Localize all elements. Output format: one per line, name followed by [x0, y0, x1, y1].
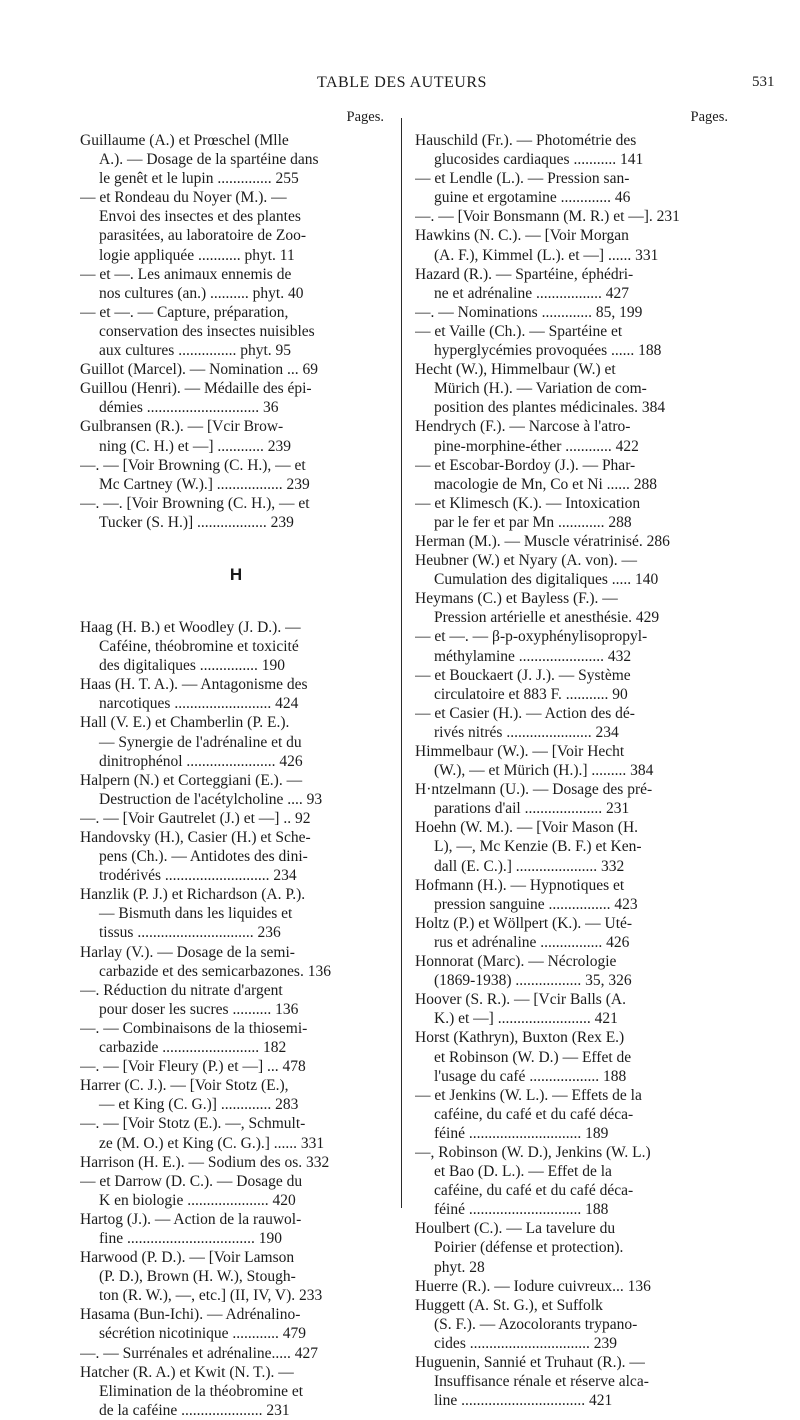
index-entry-line: pine-morphine-éther ............ 422	[434, 437, 639, 455]
index-entry	[415, 1143, 728, 1219]
index-entry-line: Hoover (S. R.). — [Vcir Balls (A.	[415, 991, 626, 1009]
index-entry	[415, 1219, 728, 1276]
index-entry-line: Hanzlik (P. J.) et Richardson (A. P.).	[80, 886, 306, 904]
index-entry	[80, 885, 392, 942]
index-entry-line: Houlbert (C.). — La tavelure du	[415, 1220, 616, 1238]
index-entry-line: Gulbransen (R.). — [Vcir Brow-	[80, 418, 284, 436]
index-entry-line: aux cultures ............... phyt. 95	[99, 342, 292, 360]
index-entry-line: — et —. — Capture, préparation,	[80, 303, 289, 321]
index-entry-line: tissus .............................. 236	[99, 924, 281, 942]
index-entry	[415, 226, 728, 264]
index-entry	[80, 809, 392, 828]
left-column	[80, 106, 392, 1420]
index-entry-line: nos cultures (an.) .......... phyt. 40	[99, 284, 304, 302]
index-entry	[80, 1210, 392, 1248]
index-entry	[415, 876, 728, 914]
index-entry-line: Caféine, théobromine et toxicité	[99, 638, 299, 656]
right-column	[415, 106, 728, 1410]
index-entry-line: fine ................................. 190	[99, 1229, 282, 1247]
index-entry-line: — et —. Les animaux ennemis de	[80, 265, 292, 283]
index-entry-line: Pression artérielle et anesthésie. 429	[434, 609, 660, 627]
index-entry-line: —. — [Voir Fleury (P.) et —] ... 478	[80, 1058, 306, 1076]
index-entry	[80, 1248, 392, 1305]
index-entry	[415, 1296, 728, 1353]
index-entry-line: — et Darrow (D. C.). — Dosage du	[80, 1172, 303, 1190]
index-entry-line: Hawkins (N. C.). — [Voir Morgan	[415, 227, 629, 245]
index-entry	[415, 169, 728, 207]
index-entry-line: ning (C. H.) et —] ............ 239	[99, 437, 292, 455]
index-entry-line: Elimination de la théobromine et	[99, 1382, 304, 1400]
index-entry-line: le genêt et le lupin .............. 255	[99, 170, 299, 188]
index-entry	[80, 1057, 392, 1076]
page-header	[0, 74, 800, 94]
index-entry-line: carbazide ......................... 182	[99, 1039, 287, 1057]
index-entry	[415, 627, 728, 665]
index-entry-line: — et Casier (H.). — Action des dé-	[415, 704, 635, 722]
index-entry	[80, 1363, 392, 1420]
pages-column-label: Pages.	[690, 109, 728, 125]
index-entry-line: line ................................ 421	[434, 1392, 613, 1410]
index-entry	[415, 494, 728, 532]
index-entry-line: logie appliquée ........... phyt. 11	[99, 246, 295, 264]
index-entry-line: (1869-1938) ................. 35, 326	[434, 972, 632, 990]
index-entry-line: glucosides cardiaques ........... 141	[434, 151, 644, 169]
index-entry-line: position des plantes médicinales. 384	[434, 399, 666, 417]
index-entry-line: Guillaume (A.) et Prœschel (Mlle	[80, 132, 289, 149]
index-entry-line: K.) et —] ........................ 421	[434, 1010, 618, 1028]
index-entry-line: trodérivés ........................... 234	[99, 867, 297, 885]
index-entry-line: —. — Surrénales et adrénaline..... 427	[80, 1344, 319, 1362]
index-entry-line: Himmelbaur (W.). — [Voir Hecht	[415, 743, 625, 760]
index-entry	[415, 1277, 728, 1296]
index-entry	[80, 1344, 392, 1363]
index-entry-line: — et —. — β-p-oxyphénylisopropyl-	[415, 628, 648, 646]
index-entry	[80, 265, 392, 303]
index-entry-line: Haas (H. T. A.). — Antagonisme des	[80, 676, 308, 694]
index-entry-line: ton (R. W.), —, etc.] (II, IV, V). 233	[99, 1287, 323, 1305]
index-entry-line: —, Robinson (W. D.), Jenkins (W. L.)	[415, 1143, 651, 1161]
index-entry-line: Harrer (C. J.). — [Voir Stotz (E.),	[80, 1077, 289, 1095]
index-entry-line: (W.), — et Mürich (H.).] ......... 384	[434, 762, 654, 780]
index-entry-line: Huggett (A. St. G.), et Suffolk	[415, 1296, 603, 1314]
index-entry-line: Heubner (W.) et Nyary (A. von). —	[415, 552, 637, 570]
index-entry	[415, 265, 728, 303]
index-entry-line: — Bismuth dans les liquides et	[99, 905, 293, 923]
pages-column-label: Pages.	[346, 109, 384, 125]
index-entry-line: féiné ............................. 189	[434, 1124, 609, 1142]
index-entry-line: Insuffisance rénale et réserve alca-	[434, 1373, 649, 1391]
index-entry-line: phyt. 28	[434, 1258, 485, 1276]
index-entry-line: —. —. [Voir Browning (C. H.), — et	[80, 494, 310, 512]
index-entry-line: — et King (C. G.)] ............. 283	[99, 1096, 299, 1114]
entries-after-h	[80, 618, 392, 1420]
index-entry-line: Envoi des insectes et des plantes	[99, 208, 301, 226]
index-entry-line: A.). — Dosage de la spartéine dans	[99, 151, 319, 169]
index-entry-line: et Robinson (W. D.) — Effet de	[434, 1048, 632, 1066]
index-entry-line: L), —, Mc Kenzie (B. F.) et Ken-	[434, 838, 642, 856]
section-letter-h: H	[229, 564, 243, 584]
index-entry-line: hyperglycémies provoquées ...... 188	[434, 342, 662, 360]
index-entry-line: conservation des insectes nuisibles	[99, 322, 315, 340]
index-entry-line: macologie de Mn, Co et Ni ...... 288	[434, 475, 657, 493]
index-entry-line: Heymans (C.) et Bayless (F.). —	[415, 590, 618, 608]
index-entry-line: Haag (H. B.) et Woodley (J. D.). —	[80, 618, 301, 636]
index-entry-line: Guillot (Marcel). — Nomination ... 69	[80, 361, 319, 379]
index-entry-line: l'usage du café .................. 188	[434, 1067, 627, 1085]
index-entry	[80, 303, 392, 360]
index-entry-line: dall (E. C.).] ..................... 332	[434, 857, 625, 875]
index-entry-line: — et Escobar-Bordoy (J.). — Phar-	[415, 456, 636, 474]
index-entry-line: Hatcher (R. A.) et Kwit (N. T.). —	[80, 1363, 294, 1381]
index-entry	[80, 675, 392, 713]
index-entry-line: Hasama (Bun-Ichi). — Adrénalino-	[80, 1306, 301, 1324]
index-entry	[415, 207, 728, 226]
index-entry	[80, 771, 392, 809]
index-entry	[80, 1019, 392, 1057]
index-entry	[80, 379, 392, 417]
index-entry-line: Hauschild (Fr.). — Photométrie des	[415, 132, 637, 149]
running-title: TABLE DES AUTEURS	[317, 74, 487, 91]
index-entry	[80, 188, 392, 264]
index-entry-line: Horst (Kathryn), Buxton (Rex E.)	[415, 1029, 625, 1047]
index-entry	[415, 1028, 728, 1085]
index-entry-line: —. — Nominations ............. 85, 199	[415, 303, 643, 321]
index-entry-line: Mürich (H.). — Variation de com-	[434, 380, 647, 398]
index-entry-line: (P. D.), Brown (H. W.), Stough-	[99, 1268, 296, 1286]
index-entry-line: Honnorat (Marc). — Nécrologie	[415, 953, 617, 971]
index-entry	[415, 417, 728, 455]
index-entry-line: —. — [Voir Stotz (E.). —, Schmult-	[80, 1115, 306, 1133]
index-entry-line: ne et adrénaline ................. 427	[434, 284, 629, 302]
index-entry-line: Mc Cartney (W.).] ................. 239	[99, 475, 310, 493]
index-entry	[80, 1172, 392, 1210]
index-entry-line: Hoehn (W. M.). — [Voir Mason (H.	[415, 819, 639, 837]
index-entry-line: Hall (V. E.) et Chamberlin (P. E.).	[80, 714, 290, 732]
index-entry-line: parasitées, au laboratoire de Zoo-	[99, 227, 307, 245]
index-entry	[80, 1076, 392, 1114]
index-entry	[80, 1114, 392, 1152]
index-entry	[415, 990, 728, 1028]
index-entry-line: —. — Combinaisons de la thiosemi-	[80, 1019, 308, 1037]
index-entry-line: Handovsky (H.), Casier (H.) et Sche-	[80, 829, 311, 846]
index-entry	[415, 303, 728, 322]
index-entry	[80, 417, 392, 455]
index-entry	[415, 914, 728, 952]
index-entry	[80, 828, 392, 885]
index-entry-line: —. Réduction du nitrate d'argent	[80, 981, 283, 999]
index-entry-line: Hartog (J.). — Action de la rauwol-	[80, 1210, 302, 1228]
index-entry-line: féiné ............................. 188	[434, 1201, 609, 1219]
index-entry-line: (A. F.), Kimmel (L.). et —] ...... 331	[434, 246, 659, 264]
index-entry	[80, 1153, 392, 1172]
index-entry	[80, 360, 392, 379]
index-entry	[415, 1086, 728, 1143]
index-entry-line: Herman (M.). — Muscle vératrinisé. 286	[415, 532, 670, 550]
index-entry-line: rivés nitrés ...................... 234	[434, 723, 619, 741]
index-entry	[80, 131, 392, 188]
index-entry-line: des digitaliques ............... 190	[99, 657, 285, 675]
index-entry-line: Hendrych (F.). — Narcose à l'atro-	[415, 418, 631, 436]
page-number: 531	[752, 74, 775, 90]
index-entry	[415, 818, 728, 875]
index-entry	[415, 532, 728, 551]
index-entry-line: —. — [Voir Gautrelet (J.) et —] .. 92	[80, 809, 311, 827]
index-entry	[80, 943, 392, 981]
index-entry	[415, 666, 728, 704]
index-entry-line: ze (M. O.) et King (C. G.).] ...... 331	[99, 1134, 325, 1152]
index-entry	[415, 742, 728, 780]
index-entry-line: rus et adrénaline ................ 426	[434, 933, 630, 951]
column-divider	[401, 118, 402, 1208]
index-entry	[415, 131, 728, 169]
index-entry-line: cides ............................... 239	[434, 1334, 617, 1352]
index-entry	[415, 704, 728, 742]
index-entry-line: Holtz (P.) et Wöllpert (K.). — Uté-	[415, 914, 633, 932]
index-entry	[80, 981, 392, 1019]
index-entry	[415, 780, 728, 818]
index-entry-line: K en biologie ..................... 420	[99, 1191, 296, 1209]
index-entry	[80, 494, 392, 532]
index-entry-line: pression sanguine ................ 423	[434, 895, 638, 913]
index-entry-line: sécrétion nicotinique ............ 479	[99, 1325, 307, 1343]
index-entry-line: carbazide et des semicarbazones. 136	[99, 962, 331, 980]
index-entry-line: Huguenin, Sannié et Truhaut (R.). —	[415, 1354, 645, 1371]
index-entry-line: — Synergie de l'adrénaline et du	[99, 733, 302, 751]
index-entry-line: parations d'ail .................... 231	[434, 800, 630, 818]
index-entry-line: de la caféine ..................... 231	[99, 1401, 290, 1419]
index-entry-line: guine et ergotamine ............. 46	[434, 189, 631, 207]
index-entry-line: (S. F.). — Azocolorants trypano-	[434, 1315, 638, 1333]
index-entry-line: —. — [Voir Bonsmann (M. R.) et —]. 231	[415, 208, 680, 226]
index-entry	[415, 322, 728, 360]
index-entry-line: narcotiques ......................... 424	[99, 695, 299, 713]
index-entry-line: par le fer et par Mn ............ 288	[434, 513, 632, 531]
index-entry-line: Cumulation des digitaliques ..... 140	[434, 571, 659, 589]
index-entry-line: Poirier (défense et protection).	[434, 1239, 624, 1257]
index-entry	[80, 456, 392, 494]
index-entry-line: méthylamine ...................... 432	[434, 647, 632, 665]
index-entry	[415, 952, 728, 990]
index-entry	[80, 1305, 392, 1343]
index-entry-line: pour doser les sucres .......... 136	[99, 1000, 299, 1018]
index-entry-line: démies ............................. 36	[99, 399, 279, 417]
index-entry-line: Tucker (S. H.)] .................. 239	[99, 513, 294, 531]
index-entry	[415, 589, 728, 627]
index-entry	[415, 1353, 728, 1410]
index-entry-line: Halpern (N.) et Corteggiani (E.). —	[80, 771, 303, 789]
index-entry-line: — et Bouckaert (J. J.). — Système	[415, 666, 631, 684]
index-entry-line: — et Vaille (Ch.). — Spartéine et	[415, 322, 623, 340]
index-entry-line: —. — [Voir Browning (C. H.), — et	[80, 456, 306, 474]
index-entry	[80, 713, 392, 770]
index-entry	[80, 618, 392, 675]
index-entry-line: — et Lendle (L.). — Pression san-	[415, 170, 630, 188]
index-entry-line: Destruction de l'acétylcholine .... 93	[99, 790, 323, 808]
index-entry-line: — et Klimesch (K.). — Intoxication	[415, 494, 641, 512]
index-entry-line: Hofmann (H.). — Hypnotiques et	[415, 876, 625, 894]
index-entry-line: et Bao (D. L.). — Effet de la	[434, 1163, 612, 1181]
index-entry-line: caféine, du café et du café déca-	[434, 1182, 634, 1200]
index-entry-line: Hecht (W.), Himmelbaur (W.) et	[415, 361, 616, 379]
index-entry-line: Harlay (V.). — Dosage de la semi-	[80, 943, 295, 961]
index-entry-line: dinitrophénol ....................... 426	[99, 752, 303, 770]
index-entry-line: Harrison (H. E.). — Sodium des os. 332	[80, 1153, 330, 1171]
index-entry	[415, 456, 728, 494]
index-entry-line: — et Jenkins (W. L.). — Effets de la	[415, 1086, 642, 1104]
entries-before-h	[80, 131, 392, 532]
index-entry-line: Huerre (R.). — Iodure cuivreux... 136	[415, 1277, 651, 1295]
index-entry-line: Hazard (R.). — Spartéine, éphédri-	[415, 265, 634, 283]
index-entry-line: Harwood (P. D.). — [Voir Lamson	[80, 1249, 295, 1267]
entries-right	[415, 131, 728, 1410]
index-entry	[415, 551, 728, 589]
index-entry-line: pens (Ch.). — Antidotes des dini-	[99, 848, 308, 866]
index-entry-line: H·ntzelmann (U.). — Dosage des pré-	[415, 781, 653, 799]
index-entry-line: circulatoire et 883 F. ........... 90	[434, 685, 628, 703]
index-entry-line: — et Rondeau du Noyer (M.). —	[80, 189, 287, 207]
index-entry-line: Guillou (Henri). — Médaille des épi-	[80, 380, 312, 398]
index-entry	[415, 360, 728, 417]
index-entry-line: caféine, du café et du café déca-	[434, 1105, 634, 1123]
